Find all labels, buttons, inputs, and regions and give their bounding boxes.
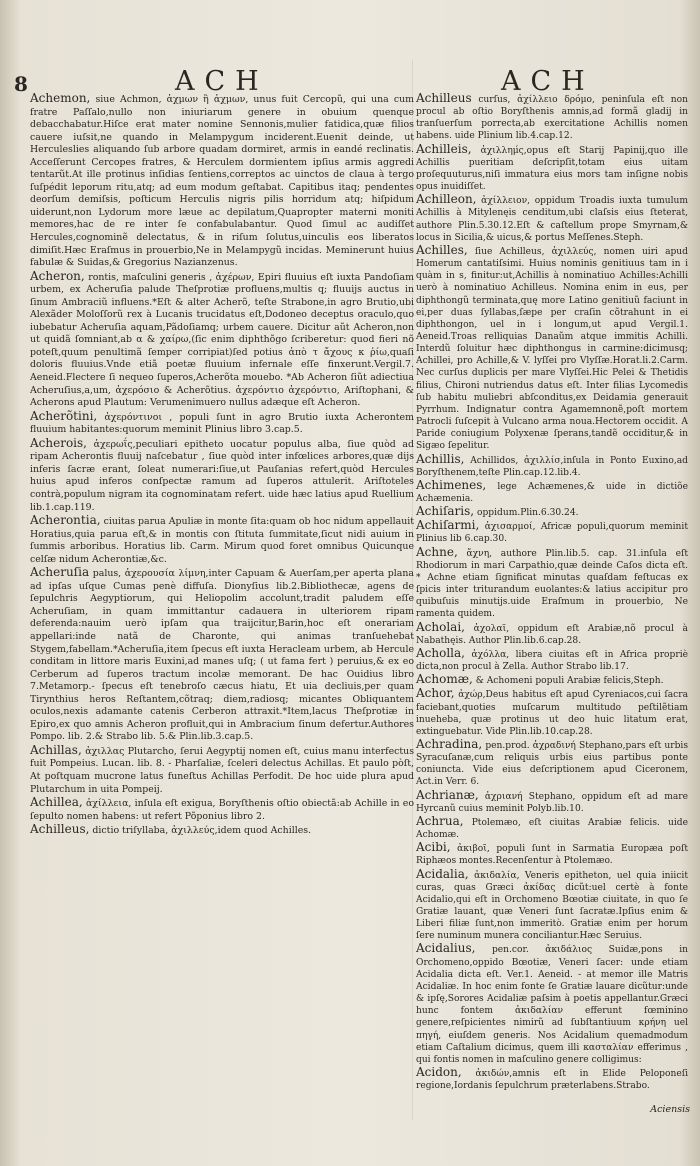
entry-lemma: Acheruſia (30, 565, 90, 580)
entry-lemma: Acidalia, (416, 866, 469, 881)
dictionary-entry (30, 744, 414, 796)
page-number: 8 (14, 72, 28, 96)
entry-text: ἀκιβοι̃, populi ſunt in Sarmatia Europæa poſt Riphæos montes.Recenſentur à Ptolemæo. (416, 844, 688, 867)
running-head-right: ACH (501, 66, 595, 97)
entry-text: ἀκιδών,amnis eſt in Elide Peloponeſi regione,Iordanis ſepulchrum præterlabens.Strabo. (416, 1069, 688, 1092)
entry-lemma: Achilleon, (416, 192, 477, 207)
entry-text: ciuitas parua Apuliæ in monte ſita:quam ob hoc nidum appellauit Horatius,quia parua eſt,& in montis con ſtituta ſummitate,ſicut nidi auium in ſummis arboribus. Horatius lib. Carm. Mirum quod foret omnibus Quicunque celſæ nidum Acherontiæ,&c. (30, 516, 415, 565)
entry-lemma: Acheron, (30, 268, 85, 283)
entry-text: palus, ἀχερουσία λίμνη,inter Capuam & Auerſam,per aperta plana ad ipſas uſque Cumas penè diffuſa. Dionyſius lib.2.Bibliothecæ, agens de ſepulchris Aegyptiorum, qui Heliopolim accolunt,tradit paludem eſſe Acheruſiam, in quam immittantur cadauera in ulteriorem ripam deferenda:nauim uerò ipſam qua traijcitur,Barin,hoc eſt onerariam appellari:inde natã de Charonte, qui animas tranſuehebat Stygem,fabellam.*Acheruſia,item ſpecus eſt iuxta Heracleam urbem, ab Hercule conditam in littore maris Euxini,ad manes uſq; ( ut fama fert ) peruius,& ex eo Cerberum ad ſuperos tractum incolæ memorant. De hac Ouidius libro 7.Metamorp.- ſpecus eſt tenebroſo cæcus hiatu, Et uia decliuis,per quam Tirynthius heros Reſtantem,cõtraq; diem,radiosq; micantes Obliquantem oculos,nexis adamante catenis Cerberon attraxit.*Item,lacus Theſprotiæ in Epiro,ex quo amnis Acheron profluit,qui in Ambracium ſinum defertur.Authores Pompo. lib. 2.& Strabo lib. 5.& Plin.lib.3.cap.5. (30, 568, 414, 743)
dictionary-entry (30, 92, 414, 270)
dictionary-entry (416, 92, 688, 143)
dictionary-entry (416, 453, 688, 479)
dictionary-entry (30, 514, 414, 566)
entry-lemma: Acholla, (416, 645, 465, 660)
entry-text: pen.prod. ἀχραδινή Stephano,pars eſt urbis Syracuſanæ,cum reliquis urbis eius partibus ponte coniuncta. Vide eius deſcriptionem apud Ciceronem, Act.in Verr. 6. (416, 740, 688, 788)
entry-text: ἀχισαρμοί, Africæ populi,quorum meminit Plinius lib 6.cap.30. (416, 522, 688, 545)
dictionary-entry (30, 270, 414, 410)
entry-lemma: Achillis, (416, 451, 465, 466)
dictionary-entry (416, 687, 688, 738)
dictionary-entry (416, 519, 688, 545)
entry-lemma: Achilleus, (30, 822, 90, 837)
dictionary-entry (30, 823, 414, 838)
entry-text: ἀχόλλα, libera ciuitas eſt in Africa propriè dicta,non procul à Zella. Author Strabo lib.17. (416, 649, 688, 673)
entry-lemma: Achiſaris, (416, 504, 475, 519)
dictionary-entry (416, 738, 688, 789)
entry-text: rontis, maſculini generis , ἀχέρων, Epiri fluuius eſt iuxta Pandoſiam urbem, ex Acheruſia palude Theſprotiæ profluens,multis q; fluuijs auctus in ſinum Ambraciũ influens.*Eſt & alter Acherõ, teſte Strabone,in agro Brutio,ubi Alexãder Moloſſorũ rex à Lucanis trucidatus eſt,Dodoneo deceptus oraculo,quo iubebatur Acheruſia aquam,Pãdoſiamq; urbem cauere. Dicitur aũt Acheron,non ut quidã ſomniant,ab α & χαίρω,(ſic enim diphthõgo ſcriberetur: quod fieri nõ poteſt,quum penultimã ſemper corripiat)ſed potius ἀπὸ τ ἄχους κ ῥίω,quaſi doloris fluuius.Vnde etiã poetæ fluuium infernale eſſe finxerunt.Vergil.7. Aeneid.Flectere ſi nequeo ſuperos,Acherõta mouebo. *Ab Acheron ſiũt adiectiua Acheruſius,a,um, ἀχερόσιο & Acherõtius. ἀχερόντιο ἀχερόντιο, Ariſtophani, & Acherons apud Plautum: Verumenimuero nullus adæque eſt Acheron. (30, 271, 414, 409)
entry-lemma: Achillas, (30, 742, 82, 757)
entry-lemma: Achradina, (416, 736, 483, 751)
dictionary-entry (416, 546, 688, 621)
entry-text: curſus, ἀχίλλειο δρόμο, peninſula eſt non procul ab oſtio Boryſthenis amnis,ad formã gladij in tranſuerſum porrecta,ab exercitatione Achillis nomen habens. uide Plinium lib.4.cap.12. (416, 95, 688, 142)
entry-lemma: Achne, (416, 544, 458, 559)
dictionary-entry (416, 942, 688, 1066)
dictionary-entry (30, 410, 414, 437)
entry-lemma: Acherontia, (30, 513, 101, 528)
entry-lemma: Achiſarmi, (416, 518, 480, 533)
entry-text: ἄχνη, authore Plin.lib.5. cap. 31.inſula eſt Rhodiorum in mari Carpathio,quæ deinde Caſos dicta eſt. * Achne etiam ſignificat minutas quaſdam feſtucas ex ſpicis inter triturandum euolantes:& latius accipitur pro quibuſuis minutijs.uide Eraſmum in prouerbio, Ne ramenta quidem. (416, 548, 688, 620)
entry-text: ἀχολαι̃, oppidum eſt Arabiæ,nõ procul à Nabathęis. Author Plin.lib.6.cap.28. (416, 623, 688, 646)
dictionary-entry (416, 673, 688, 687)
entry-lemma: Achilleus (416, 91, 472, 105)
entry-text: ἀκιδαλία, Veneris epitheton, uel quia iniicit curas, quas Græci ἀκίδας dicũt:uel certè à fonte Acidalio,qui eſt in Orchomeno Bœotiæ ciuitate, in quo ſe Gratiæ lauant, quæ Veneri ſunt ſacratæ.Ipſius enim & Liberi filiæ ſunt,non immeritò. Gratiæ enim per horum ſere numinum munera conciliantur.Hæc Seruius. (416, 870, 688, 942)
running-head-left: ACH (175, 66, 269, 97)
entry-text: ſiue Achilleus, ἀχιλλεύς, nomen uiri apud Homerum cantatiſsimi. Huius nominis genitiuus tam in i quàm in s, finitur:ut,Achillis à nominatiuo Achilles:Achilli uerò à nominatiuo Achilleus. Nomina enim in eus, per diphthongũ terminata,quę more Latino genitiuũ faciunt in ei,per duas ſyllabas,ſæpe per craſin cõtrahunt in ei diphthongon, uel in i longum,ut apud Vergil.1. Aeneid.Troas relliquias Danaũm atque immitis Achilli. Interdũ ſoluitur hæc diphthongus in carmine:dicimusq; Achillei, pro Achille,& V. lyſſei pro Vlyſſæ.Horat.li.2.Carm. Nec curſus duplicis per mare Vlyſſei.Hic Pelei & Thetidis filius, Chironi nutriendus datus eſt. Inter filias Lycomedis ſub habitu muliebri abſconditus,ex Deidamia generauit Pyrrhum. Indignatur contra Agamemnonẽ,poſt mortem Patrocli ſuſcepit à Vulcano arma noua.Hectorem occidit. A Paride coniugium Polyxenæ ſperans,tandẽ occiditur,& in Sigæo ſepelitur. (416, 246, 688, 452)
dictionary-entry (416, 841, 688, 867)
entry-text: dictio triſyllaba, ἀχιλλεύς,idem quod Achilles. (92, 825, 312, 837)
entry-lemma: Acherois, (30, 435, 87, 450)
dictionary-entry (416, 815, 688, 841)
entry-text: Achillidos, ἀχιλλίσ,inſula in Ponto Euxino,ad Boryſthenem,teſte Plin.cap.12.lib.4. (416, 455, 688, 478)
entry-lemma: Acherõtini, (30, 408, 98, 423)
dictionary-entry (416, 244, 688, 453)
entry-text: pen.cor. ἀκιδάλιος Suidæ,pons in Orchomeno,oppido Bœotiæ, Veneri ſacer: unde etiam Acidalia dicta eſt. Ver.1. Aeneid. - at memor ille Matris Acidaliæ. In hoc enim fonte ſe Gratiæ lauare dicũtur:unde & ipſę,Sorores Acidaliæ paſsim à poetis appellantur.Græci hunc fontem ἀκιδαλίαν efferunt fœminino genere,reſpicientes nimirũ ad ſubſtantiuum κρήνη uel πηγή, eiuſdem generis. Nos Acidalium quemadmodum etiam Caſtalium dicimus, quem illi κασταλίαν efferimus , qui fontis nomen in maſculino genere colligimus: (416, 945, 688, 1065)
entry-lemma: Acholai, (416, 619, 465, 634)
entry-text: ἀχιλλας Plutarcho, ſerui Aegyptij nomen eſt, cuius manu interfectus fuit Pompeius. Lucan. lib. 8. - Pharſaliæ, ſceleri delectus Achillas. Et paulo pòſt, At poſtquam mucrone latus funeſtus Achillas Perfodit. De hoc uide plura apud Plutarchum in uita Pompeij. (30, 745, 415, 795)
entry-lemma: Achilles, (416, 242, 468, 257)
dictionary-entry (30, 437, 414, 514)
entry-text: ἀχώρ,Deus habitus eſt apud Cyreniacos,cui ſacra faciebant,quoties muſcarum multitudo peſtilẽtiam inueheba, quæ protinus ut deo huic litatum erat, extinguebatur. Vide Plin.lib.10.cap.28. (416, 690, 688, 737)
dictionary-entry (416, 647, 688, 673)
dictionary-entry (30, 796, 414, 823)
entry-lemma: Achomæ, (416, 672, 473, 687)
dictionary-entry (416, 143, 688, 194)
dictionary-entry (416, 479, 688, 505)
entry-text: ἀχερωΐς,peculiari epitheto uocatur populus alba, ſiue quòd ad ripam Acherontis fluuij naſcebatur , ſiue quòd inter infœlices arbores,quæ dijs inferis ſacræ erant, ſoleat numerari:ſiue,ut Pauſanias refert,quòd Hercules huius apud inferos conſpectæ ramum ad ſuperos attulerit. Ariſtoteles contrà,populum nigram ita cognominatam refert. uide hæc latius apud Ruellium lib.1.cap.119. (30, 438, 415, 513)
left-column (30, 92, 414, 838)
entry-lemma: Achilleis, (416, 141, 472, 156)
dictionary-entry (416, 621, 688, 647)
entry-lemma: Achrua, (416, 813, 464, 828)
entry-lemma: Achor, (416, 686, 455, 701)
entry-lemma: Achillea, (30, 795, 83, 810)
entry-text: Ptolemæo, eſt ciuitas Arabiæ felicis. uide Achomæ. (416, 817, 688, 841)
entry-lemma: Acidon, (416, 1065, 462, 1080)
entry-lemma: Acidalius, (416, 941, 476, 956)
dictionary-entry (416, 868, 688, 943)
dictionary-entry (416, 193, 688, 244)
dictionary-entry (416, 789, 688, 815)
entry-lemma: Achimenes, (416, 477, 487, 492)
entry-lemma: Achemon, (30, 91, 91, 105)
right-column (416, 92, 688, 1092)
entry-lemma: Acibi, (416, 840, 451, 855)
entry-text: lege Achæmenes,& uide in dictiõe Achæmenia. (416, 481, 688, 504)
dictionary-entry (416, 505, 688, 519)
entry-text: & Achomeni populi Arabiæ felicis,Steph. (475, 676, 664, 687)
dictionary-entry (30, 566, 414, 744)
catchword: Aciensis (650, 1104, 690, 1115)
entry-text: ἀχίλλειον, oppidum Troadis iuxta tumulum Achillis à Mitylenęis cenditum,ubi claſsis eius ſteterat, authore Plin.5.30.12.Eſt & caſtellum prope Smyrnam,& locus in Sicilia,& uicus,& portus Meſſenes.Steph. (416, 196, 688, 243)
entry-text: ἀχιλλημ́ς,opus eſt Starij Papinij,quo ille Achillis pueritiam deſcripſit,totam eius uitam proſequuturus,niſi immatura eius mors tam inſigne nobis opus inuidiſſet. (416, 145, 688, 193)
dictionary-entry (416, 1066, 688, 1092)
entry-text: ἀχριανή Stephano, oppidum eſt ad mare Hyrcanũ cuius meminit Polyb.lib.10. (416, 791, 688, 814)
entry-text: siue Achmon, ἀχμων ἢ ἀχμων, unus fuit Cercopũ, qui una cum fratre Paſſalo,nullo non iniuriarum genere in obuium quenque debacchabatur.Hiſce erat mater nomine Sennonis,mulier fatidica,quæ filios cauere iuſsit,ne quando in Melampygum inciderent.Euenit deinde, ut Herculeslies aliquando ſub arbore quadam dormiret, armis in eandé reclinatis. Acceſſerunt Cercopes fratres, & Herculem dormientem ipſius armis aggredi tentarũt.At ille protinus inſidias ſentiens,correptos ac uinctos de claua à tergo ſuſpédit leporum ritu,atq; ad eum modum geſtabat. Capitibus itaq; pendentes deorſum demiſsis, poſticum Herculis nigris pilis horridum atq; hiſpidum uiderunt,non Lydorum more læue ac depilatum,Quapropter materni moniti memores,hac de re inter ſe confabulabantur. Quod ſimul ac audiſſet Hercules,cognominẽ delectatus, & in riſum ſolutus,uinculis eos liberatos dimiſit.Hæc Eraſmus in prouerbio,Ne in Melampygũ incidas. Meminerunt huius fabulæ & Suidas,& Gregorius Nazianzenus. (30, 94, 415, 269)
entry-text: ἀχίλλεια, inſula eſt exigua, Boryſthenis oſtio obiectã:ab Achille in eo ſepulto nomen habens: ut refert Põponius libro 2. (30, 798, 414, 822)
entry-lemma: Achrianæ, (416, 787, 479, 802)
entry-text: ἀχερόντινοι , populi ſunt in agro Brutio iuxta Acherontem fluuium habitantes:quorum meminit Plinius libro 3.cap.5. (30, 411, 414, 436)
entry-text: oppidum.Plin.6.30.24. (477, 508, 579, 519)
